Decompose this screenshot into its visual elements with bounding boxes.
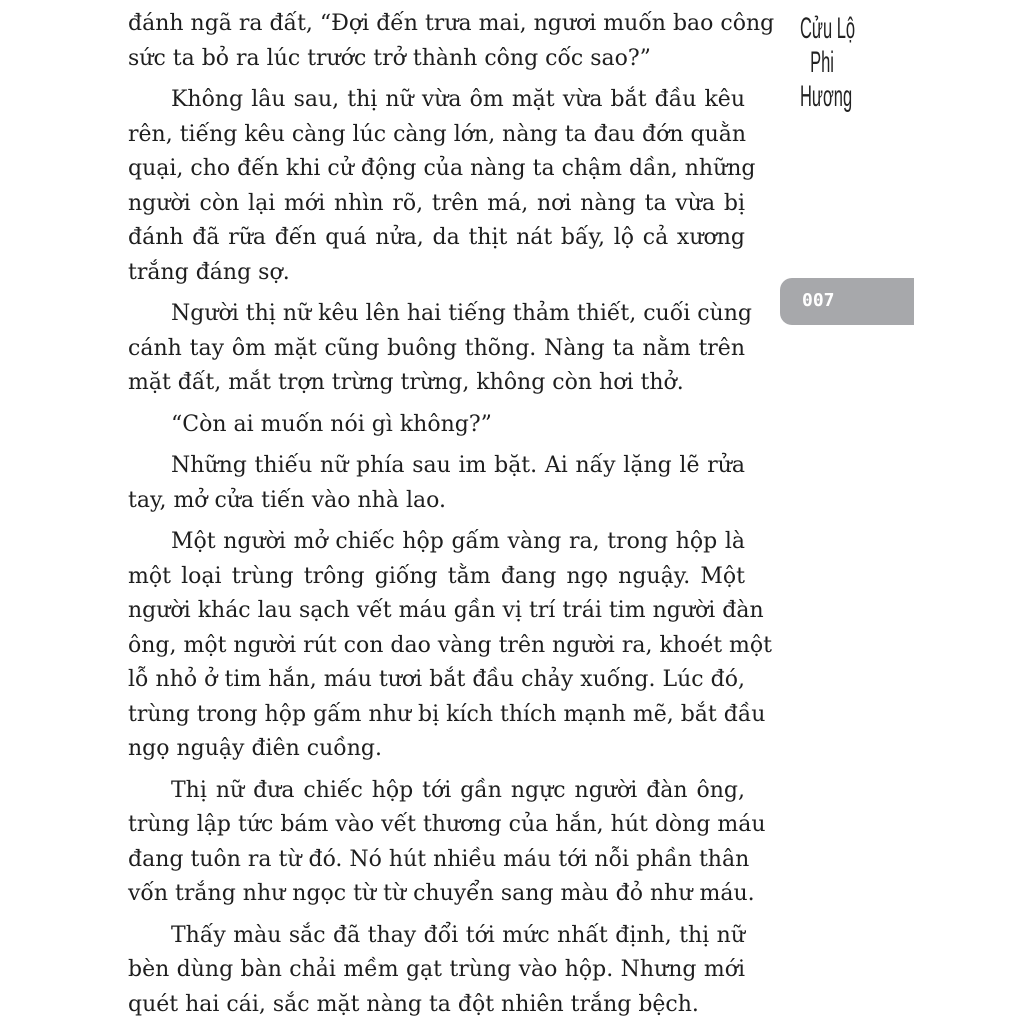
- text-line: Người thị nữ kêu lên hai tiếng thảm thiết, cuối cùng: [171, 301, 752, 326]
- text-line: quét hai cái, sắc mặt nàng ta đột nhiên trắng bệch.: [128, 991, 699, 1017]
- page-number-tab: [780, 278, 914, 325]
- paragraph: [128, 297, 752, 401]
- text-line: mặt đất, mắt trợn trừng trừng, không còn hơi thở.: [128, 370, 684, 395]
- book-title-line: Hương: [800, 80, 853, 113]
- book-body-text: [128, 7, 775, 1022]
- text-line: Thấy màu sắc đã thay đổi tới mức nhất định, thị nữ: [171, 922, 745, 948]
- book-title-line: Phi: [810, 46, 834, 79]
- text-line: ngọ nguậy điên cuồng.: [128, 736, 382, 761]
- text-line: đánh đã rữa đến quá nửa, da thịt nát bấy, lộ cả xương: [128, 225, 745, 250]
- text-line: “Còn ai muốn nói gì không?”: [171, 411, 492, 437]
- book-title-line: Cửu Lộ: [800, 12, 856, 45]
- text-line: vốn trắng như ngọc từ từ chuyển sang màu đỏ như máu.: [128, 881, 755, 906]
- text-line: bèn dùng bàn chải mềm gạt trùng vào hộp. Nhưng mới: [128, 957, 745, 982]
- text-line: Không lâu sau, thị nữ vừa ôm mặt vừa bắt đầu kêu: [171, 87, 745, 112]
- text-line: cánh tay ôm mặt cũng buông thõng. Nàng ta nằm trên: [128, 335, 745, 361]
- text-line: ông, một người rút con dao vàng trên người ra, khoét một: [128, 632, 772, 658]
- text-line: trùng lập tức bám vào vết thương của hắn, hút dòng máu: [128, 812, 766, 837]
- text-line: sức ta bỏ ra lúc trước trở thành công cốc sao?”: [128, 45, 651, 71]
- text-line: đang tuôn ra từ đó. Nó hút nhiều máu tới nỗi phần thân: [128, 846, 750, 872]
- text-line: lỗ nhỏ ở tim hắn, máu tươi bắt đầu chảy xuống. Lúc đó,: [128, 667, 745, 692]
- text-line: Thị nữ đưa chiếc hộp tới gần ngực người đàn ông,: [171, 777, 745, 803]
- paragraph: [128, 408, 745, 443]
- text-line: Những thiếu nữ phía sau im bặt. Ai nấy lặng lẽ rửa: [171, 453, 745, 478]
- text-line: rên, tiếng kêu càng lúc càng lớn, nàng ta đau đớn quằn: [128, 121, 747, 147]
- text-line: trắng đáng sợ.: [128, 259, 290, 285]
- paragraph: [128, 449, 745, 518]
- paragraph: [128, 83, 756, 290]
- text-line: quại, cho đến khi cử động của nàng ta chậm dần, những: [128, 156, 756, 181]
- text-line: một loại trùng trông giống tằm đang ngọ nguậy. Một: [128, 563, 745, 589]
- text-line: người khác lau sạch vết máu gần vị trí trái tim người đàn: [128, 598, 764, 623]
- text-line: tay, mở cửa tiến vào nhà lao.: [128, 487, 446, 513]
- book-title: [800, 12, 856, 114]
- page-number: 007: [802, 290, 835, 311]
- paragraph: [128, 919, 745, 1023]
- paragraph: [128, 7, 775, 76]
- paragraph: [128, 774, 766, 912]
- text-line: Một người mở chiếc hộp gấm vàng ra, trong hộp là: [171, 529, 745, 554]
- text-line: đánh ngã ra đất, “Đợi đến trưa mai, ngươi muốn bao công: [128, 11, 775, 36]
- text-line: người còn lại mới nhìn rõ, trên má, nơi nàng ta vừa bị: [128, 190, 745, 216]
- paragraph: [128, 525, 772, 767]
- text-line: trùng trong hộp gấm như bị kích thích mạnh mẽ, bắt đầu: [128, 701, 766, 727]
